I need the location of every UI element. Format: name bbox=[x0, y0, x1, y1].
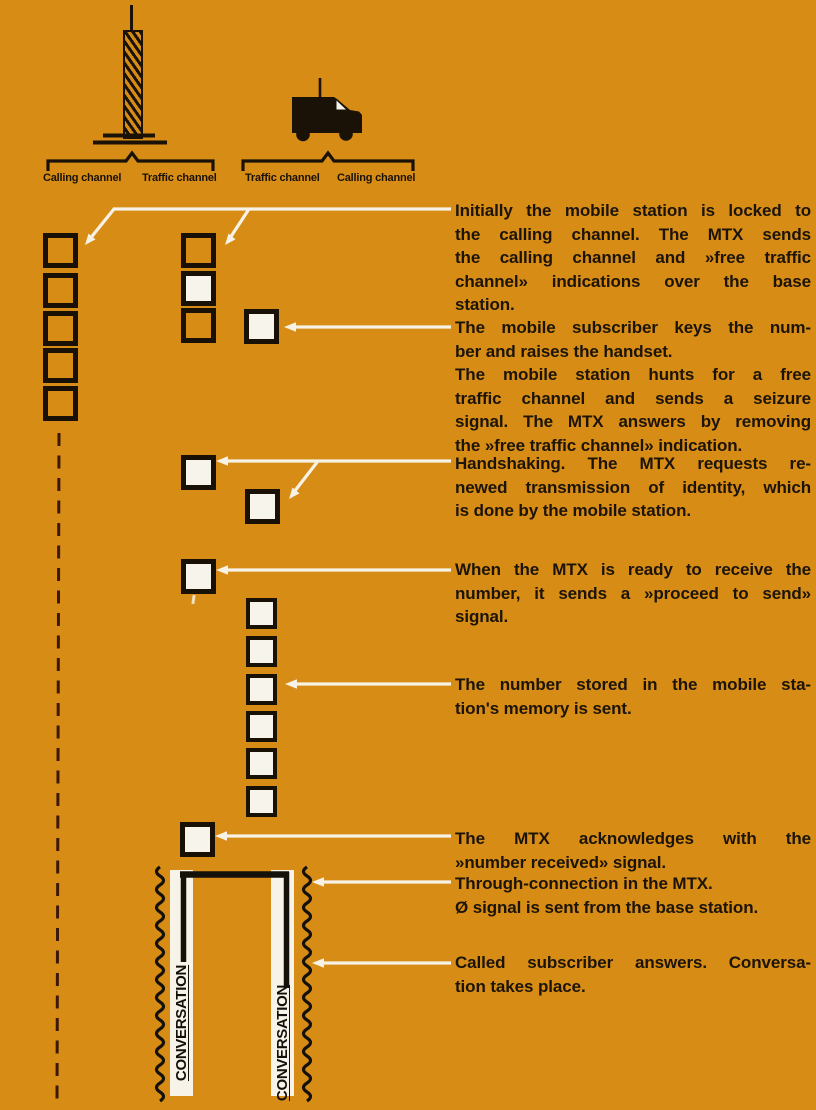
signal-square-mobile-handshake bbox=[245, 489, 280, 524]
signal-square-base-calling bbox=[43, 311, 78, 346]
annotation-number bbox=[455, 673, 811, 720]
annotation-ack bbox=[455, 827, 811, 874]
annotation-line: the calling channel and »free traffic bbox=[455, 248, 811, 267]
annotation-seizure bbox=[455, 316, 811, 457]
annotation-through-connection bbox=[455, 872, 811, 919]
mobile-traffic-channel-label: Traffic channel bbox=[245, 172, 320, 184]
paragraph bbox=[455, 558, 811, 629]
annotation-line: tion takes place. bbox=[455, 976, 586, 996]
annotation-line: the »free traffic channel» indication. bbox=[455, 435, 743, 455]
signal-square-base-handshake bbox=[181, 455, 216, 490]
annotation-line: station. bbox=[455, 295, 515, 314]
signal-square-mobile-seizure bbox=[244, 309, 279, 344]
signal-square-base-proceed bbox=[181, 559, 216, 594]
annotation-line: signal. The MTX answers by removing bbox=[455, 412, 811, 431]
annotation-line: Initially the mobile station is locked to bbox=[455, 201, 811, 220]
paragraph bbox=[455, 452, 811, 523]
base-traffic-channel-label: Traffic channel bbox=[142, 172, 217, 184]
signal-square-mobile-number bbox=[246, 598, 277, 629]
signal-square-base-calling bbox=[43, 233, 78, 268]
paragraph bbox=[455, 673, 811, 720]
annotation-line: signal. bbox=[455, 607, 509, 626]
annotation-line: Handshaking. The MTX requests re- bbox=[455, 454, 811, 473]
annotation-line: traffic channel and sends a seizure bbox=[455, 388, 811, 408]
signal-square-base-calling bbox=[43, 348, 78, 383]
annotation-line: the calling channel. The MTX sends bbox=[455, 224, 811, 244]
annotation-proceed bbox=[455, 558, 811, 629]
signal-square-mobile-number bbox=[246, 711, 277, 742]
annotation-line: Ø signal is sent from the base station. bbox=[455, 897, 759, 917]
annotation-line: When the MTX is ready to receive the bbox=[455, 560, 811, 579]
annotation-line: The mobile subscriber keys the num- bbox=[455, 318, 811, 337]
paragraph bbox=[455, 363, 811, 457]
conversation-label-right: CONVERSATION bbox=[273, 984, 291, 1102]
signal-square-mobile-number bbox=[246, 674, 277, 705]
base-calling-channel-label: Calling channel bbox=[43, 172, 122, 184]
paragraph bbox=[455, 896, 811, 920]
annotation-answer bbox=[455, 951, 811, 998]
annotation-handshake bbox=[455, 452, 811, 523]
signal-square-base-traffic bbox=[181, 271, 216, 306]
paragraph bbox=[455, 199, 811, 317]
conversation-label-left: CONVERSATION bbox=[172, 964, 190, 1082]
annotation-line: newed transmission of identity, which bbox=[455, 477, 811, 497]
paragraph bbox=[455, 951, 811, 998]
annotation-line: is done by the mobile station. bbox=[455, 501, 691, 520]
annotation-line: channel» indications over the base bbox=[455, 271, 811, 291]
signal-square-base-traffic bbox=[181, 233, 216, 268]
signal-square-mobile-number bbox=[246, 636, 277, 667]
paragraph bbox=[455, 827, 811, 874]
annotation-line: The MTX acknowledges with the bbox=[455, 829, 811, 848]
signal-square-mobile-number bbox=[246, 748, 277, 779]
annotation-initial bbox=[455, 199, 811, 317]
annotation-line: ber and raises the handset. bbox=[455, 341, 673, 361]
annotation-line: Through-connection in the MTX. bbox=[455, 874, 713, 893]
annotation-line: tion's memory is sent. bbox=[455, 698, 632, 718]
annotation-line: The mobile station hunts for a free bbox=[455, 365, 811, 384]
signal-square-base-traffic bbox=[181, 308, 216, 343]
annotation-line: Called subscriber answers. Conversa- bbox=[455, 953, 811, 972]
annotation-line: »number received» signal. bbox=[455, 852, 667, 872]
signal-square-base-ack bbox=[180, 822, 215, 857]
paragraph bbox=[455, 316, 811, 363]
signal-square-base-calling bbox=[43, 273, 78, 308]
annotation-line: number, it sends a »proceed to send» bbox=[455, 583, 811, 603]
paragraph bbox=[455, 872, 811, 896]
signal-square-mobile-number bbox=[246, 786, 277, 817]
signal-square-base-calling bbox=[43, 386, 78, 421]
mobile-calling-channel-label: Calling channel bbox=[337, 172, 416, 184]
annotation-line: The number stored in the mobile sta- bbox=[455, 675, 811, 694]
